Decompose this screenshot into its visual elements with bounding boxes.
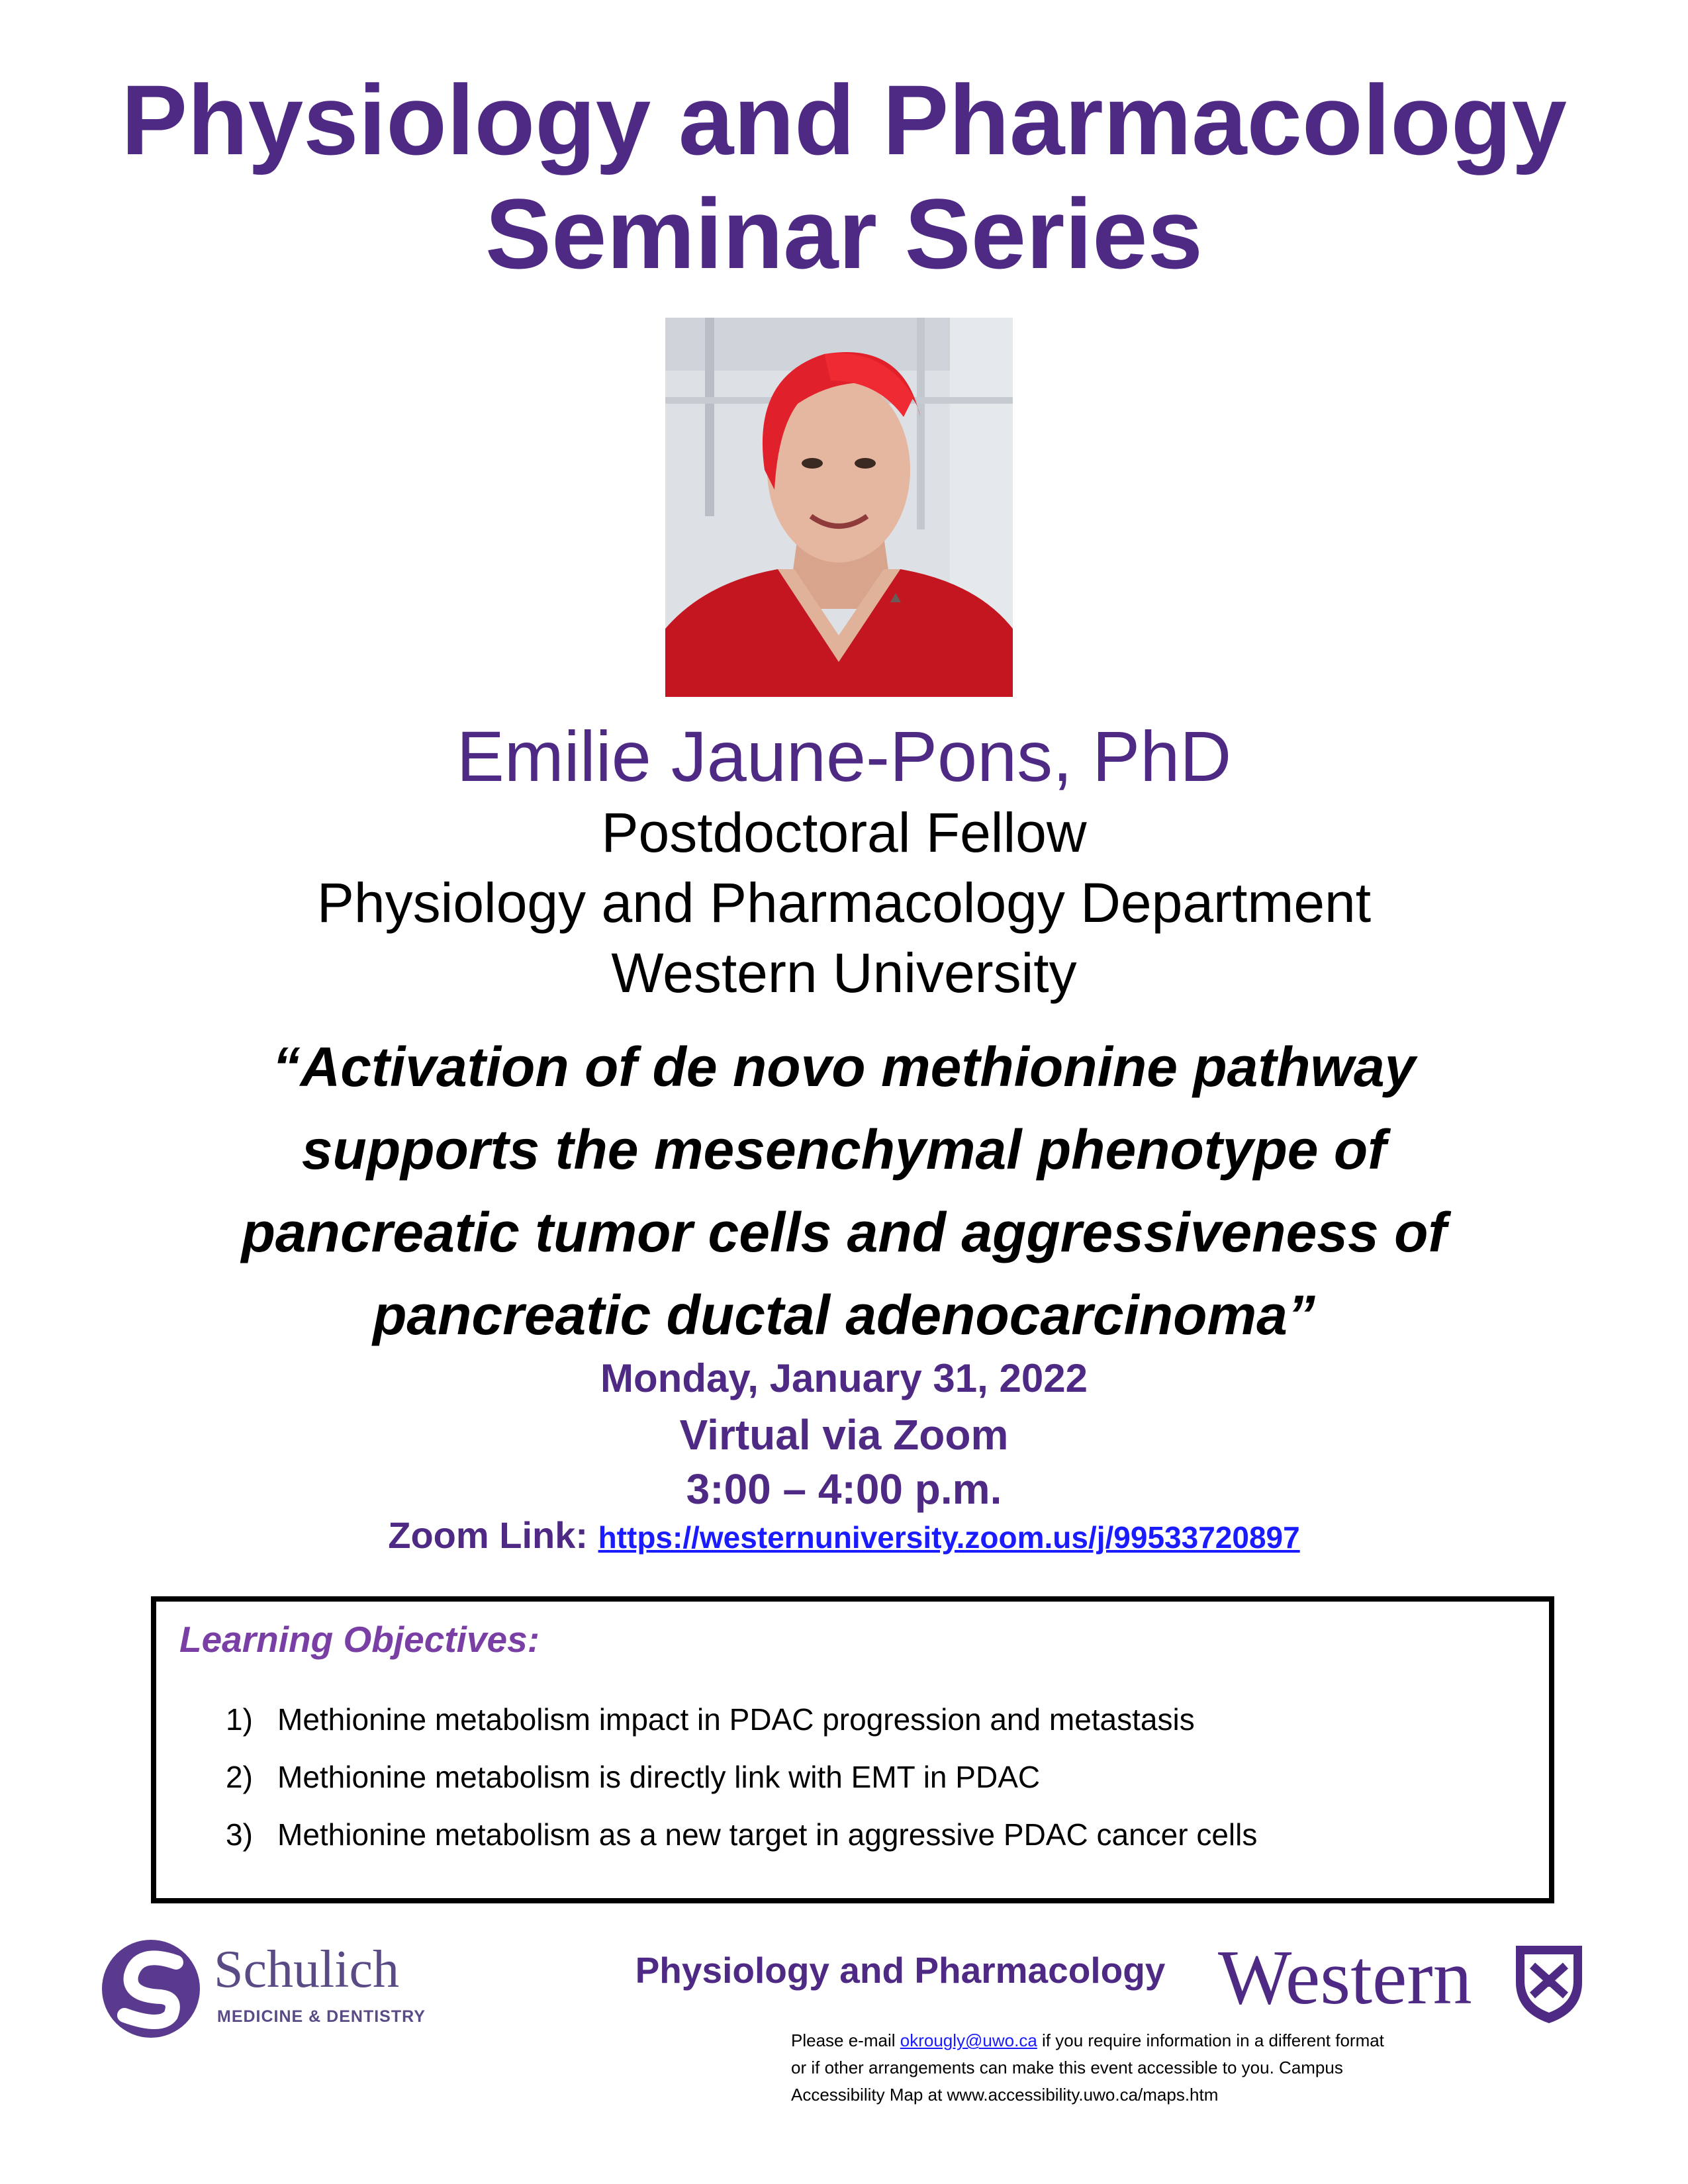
list-item <box>226 1806 1257 1864</box>
list-item-number: 1) <box>226 1702 253 1737</box>
speaker-name: Emilie Jaune-Pons, PhD <box>456 716 1232 796</box>
western-crest-icon <box>1513 1942 1585 2025</box>
speaker-department: Physiology and Pharmacology Department <box>316 872 1372 934</box>
talk-title-line: pancreatic ductal adenocarcinoma” <box>373 1284 1315 1346</box>
accessibility-text: Accessibility Map at www.accessibility.uwo.ca/maps.htm <box>791 2085 1219 2105</box>
list-item <box>226 1749 1257 1806</box>
title-line-1: Physiology and Pharmacology <box>121 64 1567 175</box>
zoom-row <box>0 1512 1688 1561</box>
talk-title-line: “Activation of de novo methionine pathway <box>272 1036 1416 1098</box>
learning-objectives-box <box>151 1596 1554 1903</box>
event-venue: Virtual via Zoom <box>679 1411 1009 1459</box>
accessibility-note <box>791 2027 1519 2109</box>
accessibility-text: if you require information in a different format <box>1037 2030 1384 2050</box>
event-time: 3:00 – 4:00 p.m. <box>686 1465 1002 1513</box>
schulich-emblem-icon <box>98 1936 204 2042</box>
schulich-subtitle: MEDICINE & DENTISTRY <box>217 2007 426 2026</box>
talk-title-line: pancreatic tumor cells and aggressiveness of <box>241 1201 1447 1263</box>
learning-objectives-list <box>226 1691 1257 1864</box>
accessibility-email-link[interactable]: okrougly@uwo.ca <box>900 2030 1037 2050</box>
accessibility-text: or if other arrangements can make this event accessible to you. Campus <box>791 2058 1343 2077</box>
western-wordmark: Western <box>1218 1934 1472 2021</box>
talk-title <box>0 1026 1688 1357</box>
list-item-text: Methionine metabolism impact in PDAC progression and metastasis <box>277 1702 1195 1737</box>
schulich-logo <box>98 1936 442 2042</box>
zoom-link[interactable]: https://westernuniversity.zoom.us/j/99533720897 <box>598 1520 1300 1555</box>
speaker-portrait <box>665 318 1013 697</box>
page-title <box>0 63 1688 291</box>
schulich-name: Schulich <box>214 1940 399 1999</box>
speaker-position: Postdoctoral Fellow <box>601 801 1087 864</box>
speaker-institution: Western University <box>611 942 1077 1004</box>
list-item-number: 3) <box>226 1817 253 1852</box>
list-item-text: Methionine metabolism is directly link with EMT in PDAC <box>277 1760 1041 1794</box>
title-line-2: Seminar Series <box>485 178 1203 289</box>
accessibility-text: Please e-mail <box>791 2030 900 2050</box>
list-item <box>226 1691 1257 1749</box>
talk-title-line: supports the mesenchymal phenotype of <box>301 1118 1387 1181</box>
event-date: Monday, January 31, 2022 <box>600 1356 1088 1400</box>
speaker-affiliation <box>0 797 1688 1008</box>
list-item-number: 2) <box>226 1760 253 1794</box>
western-logo <box>1211 1933 1595 2032</box>
list-item-text: Methionine metabolism as a new target in aggressive PDAC cancer cells <box>277 1817 1258 1852</box>
footer-department: Physiology and Pharmacology <box>635 1950 1166 1991</box>
learning-objectives-heading: Learning Objectives: <box>179 1619 540 1660</box>
zoom-label: Zoom Link: <box>388 1514 588 1556</box>
